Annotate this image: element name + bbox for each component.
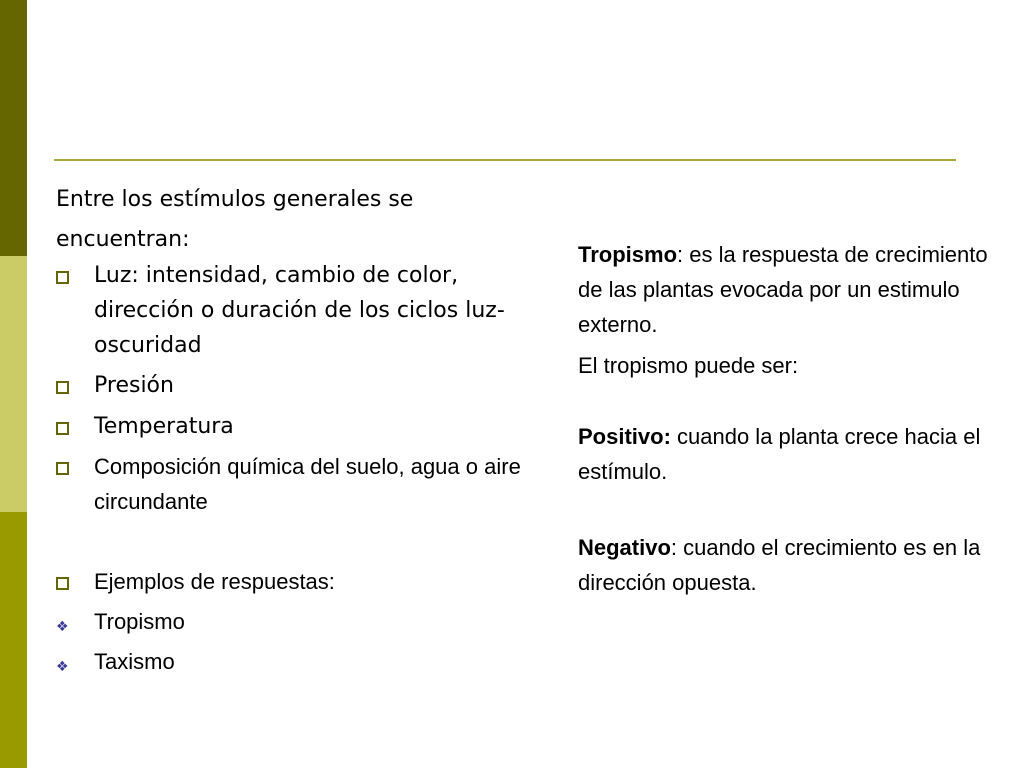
stimulus-text: Presión	[94, 373, 174, 398]
square-bullet-icon	[56, 462, 69, 475]
stimulus-text: Composición química del suelo, agua o aire circundante	[94, 454, 521, 514]
decor-band-middle	[0, 256, 27, 512]
negative-text: : cuando el crecimiento es en la dirección opuesta.	[578, 535, 981, 595]
negative-term: Negativo	[578, 535, 671, 560]
stimulus-text: Temperatura	[94, 414, 234, 439]
stimulus-item-chemistry	[56, 449, 536, 519]
decor-band-bottom	[0, 512, 27, 768]
example-item-taxism	[56, 644, 536, 679]
diamond-bullet-icon: ❖	[56, 619, 69, 635]
title-divider	[54, 159, 956, 161]
right-column	[578, 237, 1018, 600]
tropism-definition	[578, 237, 1018, 342]
stimulus-item-pressure	[56, 368, 536, 403]
left-column	[56, 180, 536, 679]
positive-tropism	[578, 419, 1018, 489]
positive-term: Positivo:	[578, 424, 671, 449]
decor-band-top	[0, 0, 27, 256]
tropism-term: Tropismo	[578, 242, 678, 267]
example-text: Tropismo	[94, 609, 185, 634]
negative-tropism	[578, 530, 1018, 600]
intro-text	[56, 180, 536, 260]
intro-line-1: Entre los estímulos generales se	[56, 187, 414, 212]
square-bullet-icon	[56, 381, 69, 394]
examples-heading-text: Ejemplos de respuestas:	[94, 569, 335, 594]
tropism-definition-text: : es la respuesta de crecimiento de las plantas evocada por un estimulo externo.	[578, 242, 988, 337]
square-bullet-icon	[56, 422, 69, 435]
intro-line-2: encuentran:	[56, 227, 190, 252]
tropism-can-be: El tropismo puede ser:	[578, 353, 799, 378]
square-bullet-icon	[56, 577, 69, 590]
positive-text: cuando la planta crece hacia el estímulo.	[578, 424, 981, 484]
example-item-tropism	[56, 604, 536, 639]
diamond-bullet-icon: ❖	[56, 659, 69, 675]
examples-heading	[56, 564, 536, 599]
stimulus-item-temperature	[56, 409, 536, 444]
stimulus-text: Luz: intensidad, cambio de color, dirección o duración de los ciclos luz-oscuridad	[94, 263, 505, 358]
stimulus-item-light	[56, 258, 536, 363]
example-text: Taxismo	[94, 649, 175, 674]
square-bullet-icon	[56, 271, 69, 284]
